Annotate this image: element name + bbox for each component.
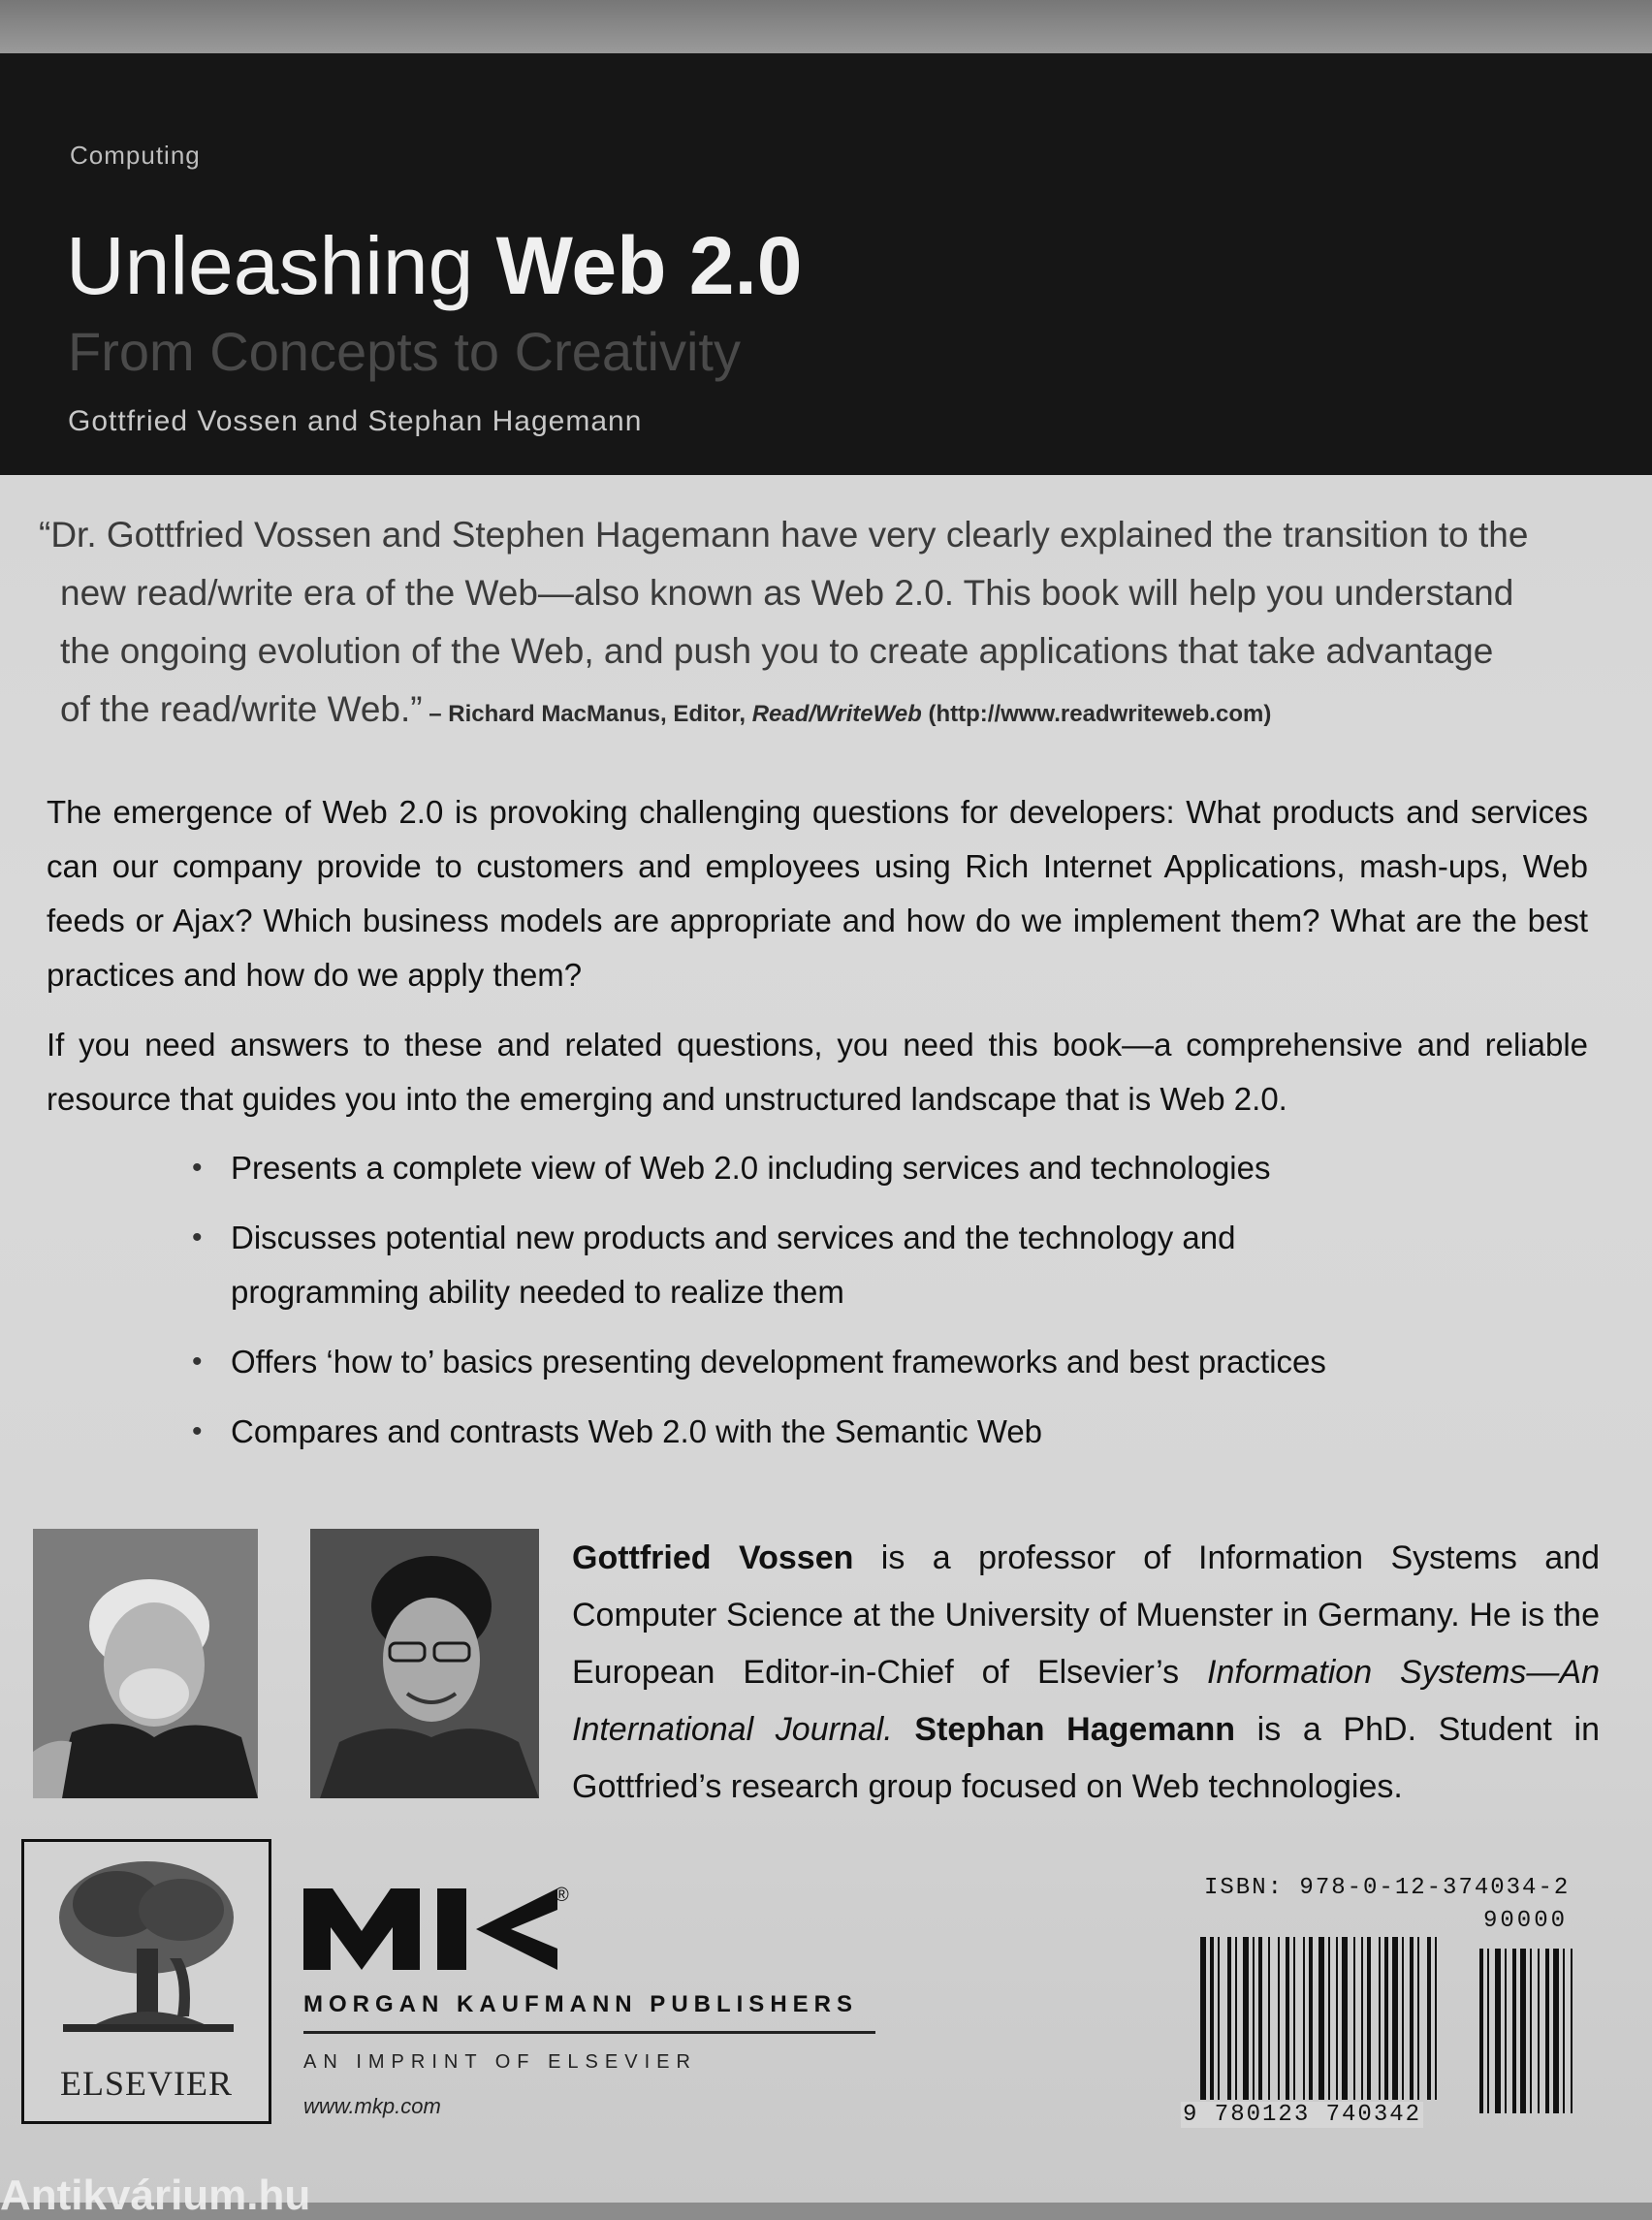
morgan-kaufmann-logo-icon (303, 1888, 565, 1970)
publisher-imprint: AN IMPRINT OF ELSEVIER (303, 2051, 697, 2073)
feature-list (184, 1141, 1406, 1475)
bio-text-vossen: is a professor of Information Systems and Computer Science at the University of Muenster in Germany. He is the European Editor-in-Chief of Elsevier’s (572, 1539, 1600, 1691)
quote-line: new read/write era of the Web—also known as Web 2.0. This book will help you understand (60, 573, 1514, 613)
barcode-icon (1198, 1937, 1605, 2119)
attribution-url: (http://www.readwriteweb.com) (921, 701, 1272, 727)
attribution-author: – Richard MacManus, Editor, (422, 701, 752, 727)
quote-attribution (423, 701, 1272, 727)
journal-title: Information Systems—An International Journal. (572, 1654, 1600, 1748)
author-photo-vossen (33, 1529, 258, 1798)
bio-text-hagemann: is a PhD. Student in Gottfried’s research group focused on Web technologies. (572, 1711, 1600, 1805)
feature-item: • Presents a complete view of Web 2.0 including services and technologies (184, 1141, 1406, 1195)
description-paragraph: The emergence of Web 2.0 is provoking challenging questions for developers: What products and services can our company provide to customers and employees using Rich Internet Applications, mash-ups, Web feeds or Ajax? Which business models are appropriate and how do we implement them? What are the best practices and how do we apply them? (47, 794, 1588, 993)
background-top (0, 0, 1652, 53)
watermark: Antikvárium.hu (0, 2172, 311, 2219)
author-bios (572, 1530, 1600, 1816)
elsevier-wordmark: ELSEVIER (60, 2064, 233, 2103)
feature-item: • Offers ‘how to’ basics presenting development frameworks and best practices (184, 1335, 1406, 1389)
author-name-vossen: Gottfried Vossen (572, 1539, 854, 1576)
publisher-url: www.mkp.com (303, 2094, 441, 2118)
author-photo-hagemann (310, 1529, 539, 1798)
author-name-hagemann: Stephan Hagemann (892, 1711, 1235, 1748)
quote-line-last (39, 681, 1590, 744)
portrait-older-man-icon (33, 1529, 258, 1798)
quote-line-text: of the read/write Web.” (60, 689, 423, 729)
quote-line: “Dr. Gottfried Vossen and Stephen Hagemann have very clearly explained the transition to the (39, 515, 1529, 555)
description (47, 785, 1588, 1142)
publisher-name: MORGAN KAUFMANN PUBLISHERS (303, 1991, 858, 2017)
publisher-divider (303, 2031, 875, 2034)
elsevier-tree-logo-icon (24, 1842, 269, 2046)
endorsement-quote (39, 506, 1590, 744)
book-subtitle: From Concepts to Creativity (68, 321, 741, 382)
portrait-young-man-icon (310, 1529, 539, 1798)
title-light: Unleashing (66, 220, 496, 311)
title-bold: Web 2.0 (495, 220, 803, 311)
quote-line: the ongoing evolution of the Web, and push you to create applications that take advantage (60, 631, 1494, 671)
attribution-publication: Read/WriteWeb (751, 701, 922, 727)
ean-digits: 9 780123 740342 (1183, 2102, 1422, 2128)
category-label: Computing (70, 141, 201, 170)
feature-item: • Compares and contrasts Web 2.0 with the Semantic Web (184, 1405, 1406, 1459)
book-authors: Gottfried Vossen and Stephan Hagemann (68, 405, 643, 437)
feature-item: • Discusses potential new products and services and the technology and programming ability needed to realize them (184, 1211, 1239, 1319)
description-paragraph: If you need answers to these and related questions, you need this book—a comprehensive and reliable resource that guides you into the emerging and unstructured landscape that is Web 2.0. (47, 1027, 1588, 1117)
isbn-label: ISBN: 978-0-12-374034-2 (1204, 1875, 1571, 1901)
price-code: 90000 (1483, 1908, 1569, 1934)
elsevier-logo (21, 1839, 271, 2124)
book-title (66, 220, 803, 311)
registered-mark: ® (555, 1885, 569, 1906)
